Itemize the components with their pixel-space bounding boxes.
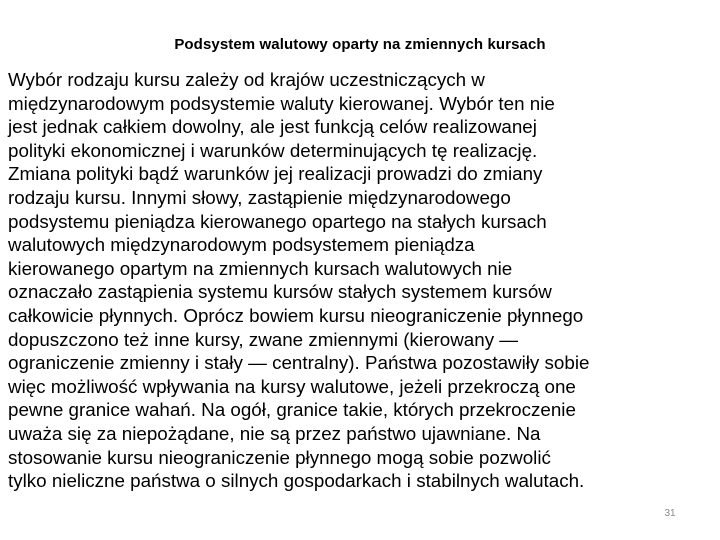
body-line: więc możliwość wpływania na kursy walutowe, jeżeli przekroczą one [8,375,576,397]
slide-title: Podsystem walutowy oparty na zmiennych kursach [174,36,546,53]
body-line: kierowanego opartym na zmiennych kursach walutowych nie [8,257,513,279]
body-line: dopuszczono też inne kursy, zwane zmiennymi (kierowany — [8,328,519,350]
body-text [8,68,714,493]
body-line: międzynarodowym podsystemie waluty kierowanej. Wybór ten nie [8,92,555,114]
body-line: oznaczało zastąpienia systemu kursów stałych systemem kursów [8,281,552,303]
body-line: Wybór rodzaju kursu zależy od krajów uczestniczących w [8,69,485,90]
body-line: stosowanie kursu nieograniczenie płynnego mogą sobie pozwolić [8,446,551,468]
body-line: pewne granice wahań. Na ogół, granice takie, których przekroczenie [8,399,576,421]
body-line: uważa się za niepożądane, nie są przez państwo ujawniane. Na [8,422,541,444]
page-number: 31 [664,508,676,519]
body-line: jest jednak całkiem dowolny, ale jest funkcją celów realizowanej [8,116,537,138]
body-line: Zmiana polityki bądź warunków jej realizacji prowadzi do zmiany [8,163,543,185]
body-line: tylko nieliczne państwa o silnych gospodarkach i stabilnych walutach. [8,470,585,492]
body-line: rodzaju kursu. Innymi słowy, zastąpienie międzynarodowego [8,186,511,208]
body-line: polityki ekonomicznej i warunków determinujących tę realizację. [8,139,538,161]
body-line: podsystemu pieniądza kierowanego opartego na stałych kursach [8,210,547,232]
body-line: walutowych międzynarodowym podsystemem pieniądza [8,234,475,256]
body-line: ograniczenie zmienny i stały — centralny). Państwa pozostawiły sobie [8,352,590,374]
body-line: całkowicie płynnych. Oprócz bowiem kursu nieograniczenie płynnego [8,304,584,326]
